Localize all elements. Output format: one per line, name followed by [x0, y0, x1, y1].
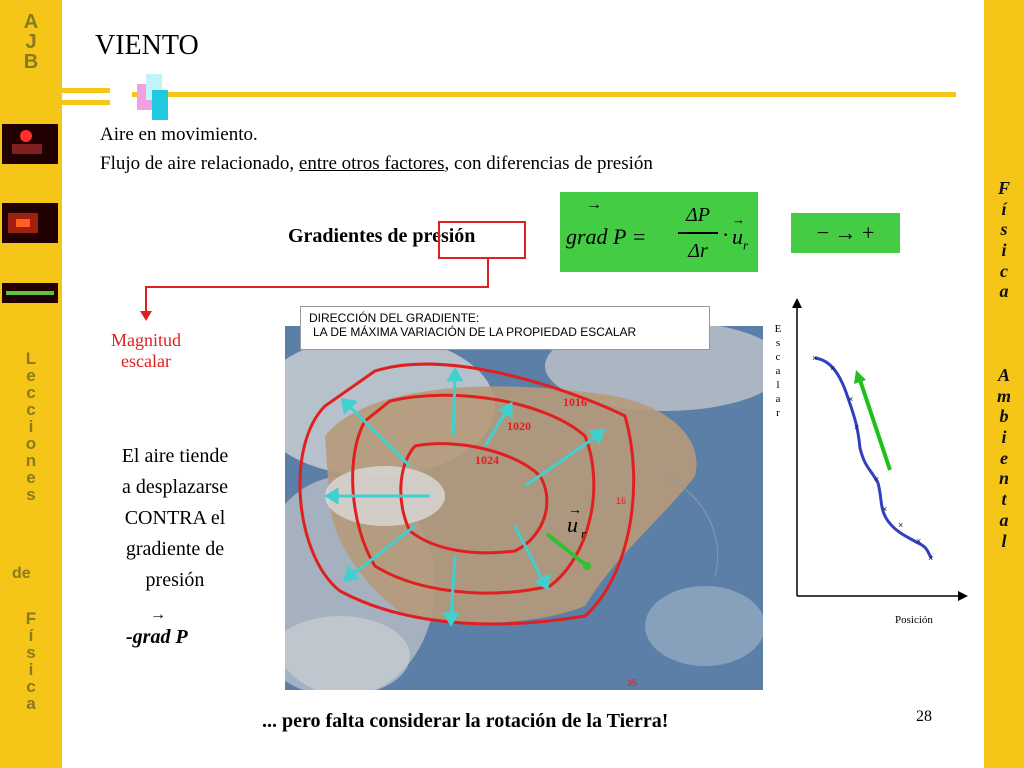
map-vector-sub: r [581, 526, 587, 541]
y-label-letter: E [774, 323, 782, 335]
body-line-2 [100, 153, 653, 175]
caption-line: CONTRA el [124, 507, 226, 529]
formula-dot: · [722, 222, 730, 247]
map-caption-line-2: LA DE MÁXIMA VARIACIÓN DE LA PROPIEDAD ESCALAR [313, 325, 637, 339]
sidebar-letter: i [1001, 427, 1007, 448]
formula-box [560, 192, 758, 272]
formula-denominator: Δr [688, 240, 708, 262]
svg-text:×: × [854, 422, 860, 432]
slide-title: VIENTO [95, 30, 199, 61]
caption-line: El aire tiende [121, 445, 229, 467]
direction-box [791, 213, 900, 253]
thumbnail-graphic [2, 124, 58, 164]
y-label-letter: a [775, 393, 781, 405]
y-label-letter: s [775, 337, 781, 349]
isobar-label: 1020 [507, 419, 531, 433]
sidebar-letter: i [1001, 240, 1007, 261]
sidebar-letter: m [996, 385, 1011, 406]
sidebar-de [12, 565, 32, 583]
unit-vector-sub: r [743, 237, 749, 253]
right-sidebar [984, 0, 1024, 768]
fraction-bar [678, 232, 718, 234]
formula-numerator: ΔP [686, 204, 710, 226]
thumbnail-graphic [2, 203, 58, 243]
page-number: 28 [916, 708, 932, 725]
neg-grad-label: -grad P [126, 626, 188, 648]
svg-text:×: × [882, 504, 888, 514]
sidebar-de-label: de [12, 565, 31, 582]
thumbnail-image [2, 283, 58, 303]
sidebar-letter: a [999, 509, 1009, 530]
sidebar-letter: n [998, 468, 1009, 489]
footer-text: ... pero falta considerar la rotación de la Tierra! [262, 710, 669, 732]
sidebar-ambiental-right [984, 365, 1024, 551]
body-line-1: Aire en movimiento. [100, 124, 258, 145]
caption-line: a desplazarse [121, 476, 229, 498]
sidebar-letter: c [26, 383, 36, 402]
sidebar-letter: s [26, 643, 36, 662]
line2-suffix: , con diferencias de presión [444, 153, 653, 174]
map-caption-line-1: DIRECCIÓN DEL GRADIENTE: [309, 311, 480, 325]
neg-grad-arrow-icon: → [150, 606, 166, 623]
sidebar-letter: e [26, 468, 36, 487]
sidebar-letter: i [28, 417, 34, 436]
sidebar-letter: A [997, 365, 1010, 385]
satellite-map [285, 326, 763, 690]
sidebar-letter: í [1001, 198, 1007, 219]
thumbnail-graphic [2, 283, 58, 303]
y-label-letter: a [775, 365, 781, 377]
sidebar-letter: c [26, 400, 36, 419]
sidebar-letter: e [1000, 447, 1008, 468]
scalar-plot [770, 298, 970, 628]
thumbnail-image [2, 203, 58, 243]
svg-text:×: × [848, 394, 854, 404]
title-decoration [62, 70, 962, 120]
sidebar-letter: c [1000, 260, 1008, 281]
highlight-box [438, 221, 526, 259]
sidebar-lecciones [0, 350, 62, 503]
plot-y-label [772, 322, 784, 420]
sidebar-fisica [0, 610, 62, 712]
vector-arrow-icon: → [586, 196, 602, 213]
magnitud-label: Magnitud escalar [111, 330, 181, 371]
sidebar-letter: L [25, 349, 37, 368]
sidebar-letter: o [25, 434, 37, 453]
caption-line: gradiente de [125, 538, 225, 560]
svg-text:×: × [874, 474, 880, 484]
sidebar-letter: e [26, 366, 36, 385]
sidebar-letter: J [25, 31, 37, 53]
sidebar-letter: B [23, 51, 39, 73]
map-small-label: 16 [616, 496, 627, 506]
svg-text:×: × [928, 553, 934, 563]
sidebar-fisica-right [984, 178, 1024, 302]
isobar-label: 1016 [563, 395, 587, 409]
sidebar-letter: í [28, 626, 34, 645]
left-sidebar [0, 0, 62, 768]
plot-x-label: Posición [895, 614, 933, 626]
formula-unit-vector [732, 224, 748, 253]
sidebar-letter: n [25, 451, 37, 470]
thumbnail-image [2, 124, 58, 164]
unit-arrow-icon: → [732, 212, 745, 227]
svg-text:×: × [830, 363, 836, 373]
sidebar-letter: A [23, 11, 39, 33]
sidebar-letter: F [25, 609, 37, 628]
sidebar-letter: s [26, 485, 36, 504]
line2-underlined: entre otros factores [298, 153, 445, 174]
y-label-letter: l [776, 379, 780, 391]
map-vector-arrow-icon: → [568, 503, 582, 518]
sidebar-letter: a [26, 694, 36, 713]
sidebar-letter: a [999, 281, 1009, 302]
map-vector-label: u [567, 512, 578, 537]
sidebar-letter: i [28, 660, 34, 679]
isobar-label: 1024 [475, 453, 499, 467]
caption-block [95, 441, 255, 596]
direction-text: − → + [816, 220, 875, 245]
y-label-letter: c [775, 351, 781, 363]
y-label-letter: r [776, 407, 780, 419]
sidebar-letter: F [997, 178, 1010, 198]
formula-lhs: grad P = [566, 224, 647, 249]
map-small-label: 35 [627, 678, 638, 688]
line2-prefix: Flujo de aire relacionado, [100, 153, 299, 174]
sidebar-letter: c [26, 677, 36, 696]
gradient-label: Gradientes de presión [288, 225, 476, 247]
sidebar-letter: s [1000, 219, 1008, 240]
sidebar-letter: t [1001, 489, 1007, 510]
unit-vector-letter: u [732, 224, 743, 249]
caption-line: presión [145, 569, 205, 591]
svg-text:×: × [916, 536, 922, 546]
map-caption-box [300, 306, 710, 350]
sidebar-letter: b [999, 406, 1009, 427]
sidebar-letter: l [1001, 530, 1007, 551]
svg-text:×: × [812, 353, 818, 363]
sidebar-ajb [0, 12, 62, 72]
svg-text:×: × [898, 520, 904, 530]
